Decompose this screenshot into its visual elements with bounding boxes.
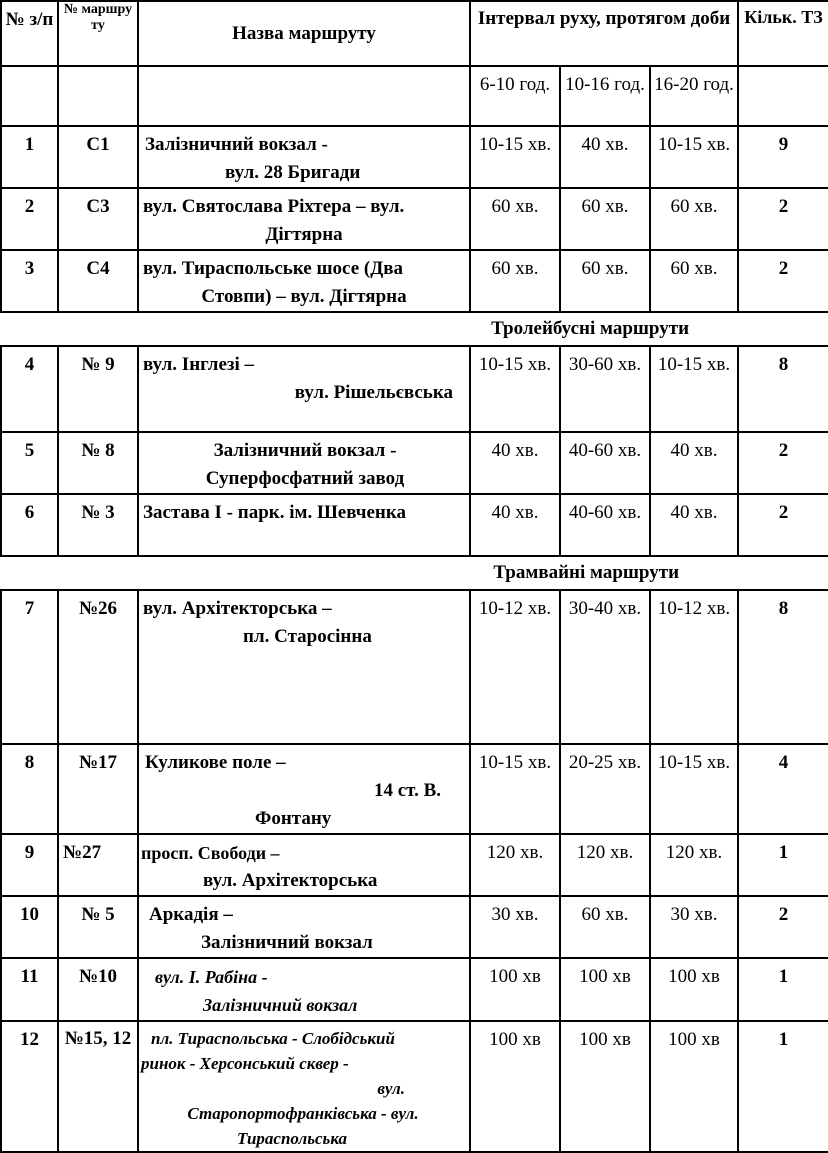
interval-16-20: 100 хв bbox=[650, 1021, 738, 1152]
route-name-line: ринок - Херсонський сквер - bbox=[141, 1054, 349, 1073]
vehicle-count: 8 bbox=[738, 590, 828, 744]
subheader-10-16: 10-16 год. bbox=[560, 66, 650, 126]
row-number: 5 bbox=[1, 432, 58, 494]
route-name bbox=[138, 1021, 470, 1152]
vehicle-count: 2 bbox=[738, 432, 828, 494]
interval-6-10: 100 хв bbox=[470, 1021, 560, 1152]
interval-6-10: 10-15 хв. bbox=[470, 744, 560, 834]
interval-16-20: 120 хв. bbox=[650, 834, 738, 896]
route-name-line: Залізничний вокзал bbox=[201, 932, 373, 953]
table-row bbox=[1, 432, 828, 494]
interval-10-16: 60 хв. bbox=[560, 896, 650, 958]
interval-6-10: 120 хв. bbox=[470, 834, 560, 896]
route-name-line: 14 ст. В. bbox=[373, 780, 441, 801]
row-number: 9 bbox=[1, 834, 58, 896]
table-row bbox=[1, 1021, 828, 1152]
interval-16-20: 10-12 хв. bbox=[650, 590, 738, 744]
route-name-line: пл. Старосінна bbox=[243, 626, 372, 647]
route-name bbox=[138, 834, 470, 896]
vehicle-count: 9 bbox=[738, 126, 828, 188]
interval-10-16: 100 хв bbox=[560, 958, 650, 1021]
route-number: №17 bbox=[58, 744, 138, 834]
table-row bbox=[1, 834, 828, 896]
vehicle-count: 2 bbox=[738, 494, 828, 556]
route-number: №10 bbox=[58, 958, 138, 1021]
interval-6-10: 40 хв. bbox=[470, 432, 560, 494]
table-row bbox=[1, 346, 828, 432]
empty-cell bbox=[58, 66, 138, 126]
route-name bbox=[138, 590, 470, 744]
route-name-line: Застава І - парк. ім. Шевченка bbox=[143, 502, 407, 523]
section-title-tram: Трамвайні маршрути bbox=[1, 556, 828, 590]
interval-10-16: 40 хв. bbox=[560, 126, 650, 188]
route-name-line: вул. Тираспольське шосе (Два bbox=[143, 258, 404, 279]
route-number: С4 bbox=[58, 250, 138, 312]
interval-10-16: 120 хв. bbox=[560, 834, 650, 896]
route-name-line: Старопортофранківська - вул. bbox=[187, 1104, 419, 1123]
row-number: 3 bbox=[1, 250, 58, 312]
interval-10-16: 40-60 хв. bbox=[560, 432, 650, 494]
table-row bbox=[1, 590, 828, 744]
interval-6-10: 30 хв. bbox=[470, 896, 560, 958]
route-name-line: Тираспольська bbox=[237, 1129, 348, 1148]
interval-10-16: 60 хв. bbox=[560, 188, 650, 250]
row-number: 1 bbox=[1, 126, 58, 188]
section-title-trolleybus: Тролейбусні маршрути bbox=[1, 312, 828, 346]
interval-6-10: 10-15 хв. bbox=[470, 126, 560, 188]
interval-16-20: 10-15 хв. bbox=[650, 744, 738, 834]
interval-6-10: 60 хв. bbox=[470, 188, 560, 250]
route-number: №27 bbox=[58, 834, 138, 896]
route-name-line: Стовпи) – вул. Дігтярна bbox=[201, 286, 407, 307]
row-number: 2 bbox=[1, 188, 58, 250]
route-number: № 5 bbox=[58, 896, 138, 958]
subheader-row bbox=[1, 66, 828, 126]
route-name-line: вул. І. Рабіна - bbox=[155, 967, 268, 987]
vehicle-count: 1 bbox=[738, 1021, 828, 1152]
vehicle-count: 1 bbox=[738, 834, 828, 896]
header-row bbox=[1, 1, 828, 66]
route-name bbox=[138, 250, 470, 312]
interval-10-16: 40-60 хв. bbox=[560, 494, 650, 556]
route-number: № 3 bbox=[58, 494, 138, 556]
route-number: № 8 bbox=[58, 432, 138, 494]
header-interval: Інтервал руху, протягом доби bbox=[470, 1, 738, 66]
route-name-line: Куликове поле – bbox=[145, 752, 286, 773]
header-count: Кільк. ТЗ bbox=[738, 1, 828, 66]
header-num: № з/п bbox=[1, 1, 58, 66]
empty-cell bbox=[738, 66, 828, 126]
table-row bbox=[1, 744, 828, 834]
table-row bbox=[1, 188, 828, 250]
row-number: 8 bbox=[1, 744, 58, 834]
section-row bbox=[1, 556, 828, 590]
route-name bbox=[138, 126, 470, 188]
interval-6-10: 100 хв bbox=[470, 958, 560, 1021]
interval-10-16: 30-60 хв. bbox=[560, 346, 650, 432]
empty-cell bbox=[138, 66, 470, 126]
route-name bbox=[138, 494, 470, 556]
interval-10-16: 20-25 хв. bbox=[560, 744, 650, 834]
route-name-line: вул. Інглезі – bbox=[143, 354, 255, 375]
route-name-line: вул. Святослава Ріхтера – вул. bbox=[143, 196, 405, 217]
subheader-16-20: 16-20 год. bbox=[650, 66, 738, 126]
table-row bbox=[1, 126, 828, 188]
route-name bbox=[138, 896, 470, 958]
vehicle-count: 2 bbox=[738, 188, 828, 250]
interval-6-10: 60 хв. bbox=[470, 250, 560, 312]
interval-16-20: 40 хв. bbox=[650, 432, 738, 494]
route-name bbox=[138, 188, 470, 250]
route-number: № 9 bbox=[58, 346, 138, 432]
interval-16-20: 100 хв bbox=[650, 958, 738, 1021]
interval-16-20: 60 хв. bbox=[650, 188, 738, 250]
vehicle-count: 2 bbox=[738, 250, 828, 312]
header-name: Назва маршруту bbox=[138, 1, 470, 66]
row-number: 10 bbox=[1, 896, 58, 958]
route-name-line: пл. Тираспольська - Слобідський bbox=[151, 1029, 395, 1048]
route-number: №26 bbox=[58, 590, 138, 744]
vehicle-count: 4 bbox=[738, 744, 828, 834]
vehicle-count: 1 bbox=[738, 958, 828, 1021]
interval-6-10: 10-12 хв. bbox=[470, 590, 560, 744]
section-row bbox=[1, 312, 828, 346]
row-number: 4 bbox=[1, 346, 58, 432]
route-name-line: Фонтану bbox=[255, 808, 332, 829]
route-name-line: Залізничний вокзал - bbox=[145, 134, 328, 155]
table-row bbox=[1, 896, 828, 958]
row-number: 6 bbox=[1, 494, 58, 556]
interval-16-20: 30 хв. bbox=[650, 896, 738, 958]
route-name bbox=[138, 432, 470, 494]
route-name-line: вул. Архітекторська bbox=[203, 870, 378, 891]
empty-cell bbox=[1, 66, 58, 126]
route-name-line: Залізничний вокзал - bbox=[213, 440, 397, 461]
vehicle-count: 8 bbox=[738, 346, 828, 432]
route-name-line: Суперфосфатний завод bbox=[205, 468, 405, 489]
interval-10-16: 30-40 хв. bbox=[560, 590, 650, 744]
route-name-line: вул. 28 Бригади bbox=[225, 162, 361, 183]
route-name bbox=[138, 958, 470, 1021]
table-row bbox=[1, 250, 828, 312]
row-number: 12 bbox=[1, 1021, 58, 1152]
route-name-line: Залізничний вокзал bbox=[203, 995, 358, 1015]
route-name-line: вул. bbox=[377, 1079, 405, 1098]
route-number: С1 bbox=[58, 126, 138, 188]
table-row bbox=[1, 958, 828, 1021]
interval-16-20: 10-15 хв. bbox=[650, 346, 738, 432]
interval-10-16: 100 хв bbox=[560, 1021, 650, 1152]
route-number: С3 bbox=[58, 188, 138, 250]
interval-16-20: 40 хв. bbox=[650, 494, 738, 556]
route-name bbox=[138, 346, 470, 432]
route-name-line: вул. Рішельєвська bbox=[294, 382, 453, 403]
route-name-line: Аркадія – bbox=[149, 904, 233, 925]
row-number: 11 bbox=[1, 958, 58, 1021]
vehicle-count: 2 bbox=[738, 896, 828, 958]
route-name-line: Дігтярна bbox=[265, 224, 343, 245]
route-name bbox=[138, 744, 470, 834]
subheader-6-10: 6-10 год. bbox=[470, 66, 560, 126]
interval-6-10: 40 хв. bbox=[470, 494, 560, 556]
route-number: №15, 12 bbox=[58, 1021, 138, 1152]
interval-16-20: 10-15 хв. bbox=[650, 126, 738, 188]
route-name-line: просп. Свободи – bbox=[141, 843, 280, 863]
header-route-no: № маршру ту bbox=[58, 1, 138, 66]
interval-6-10: 10-15 хв. bbox=[470, 346, 560, 432]
interval-16-20: 60 хв. bbox=[650, 250, 738, 312]
row-number: 7 bbox=[1, 590, 58, 744]
interval-10-16: 60 хв. bbox=[560, 250, 650, 312]
route-name-line: вул. Архітекторська – bbox=[143, 598, 332, 619]
table-row bbox=[1, 494, 828, 556]
